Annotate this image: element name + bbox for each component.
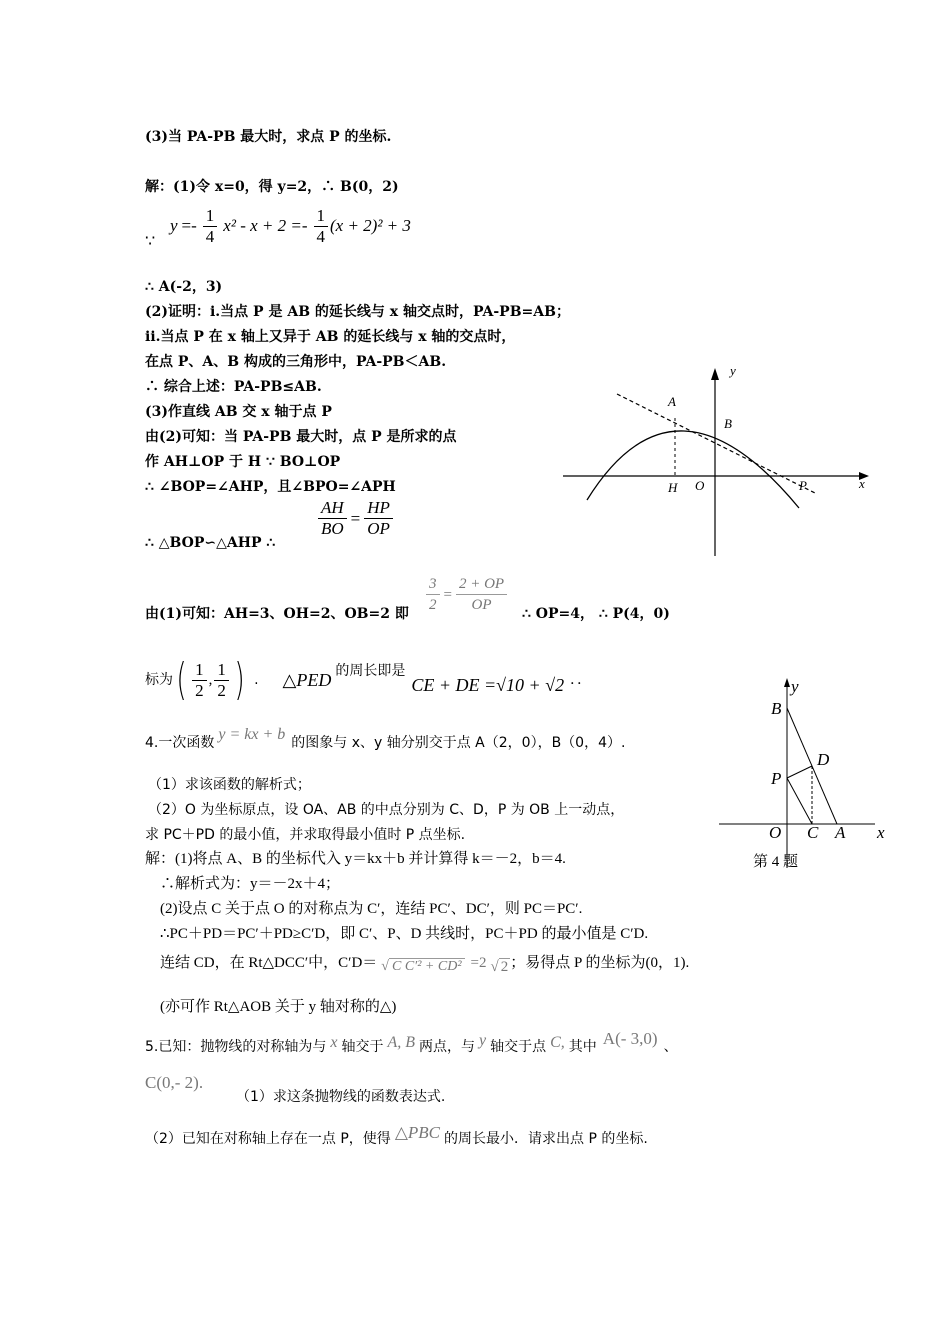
known-values: 由(1)可知：AH=3、OH=2、OB=2 即: [145, 606, 409, 622]
function-expression: y = kx + b: [218, 726, 286, 743]
label-d: D: [817, 750, 830, 769]
sqrt-expression: √ C C′² + CD²: [381, 950, 464, 976]
step3-line-1: (3)作直线 AB 交 x 轴于点 P: [145, 404, 332, 420]
problem5-q2: （2）已知在对称轴上存在一点 P，使得 △PBC 的周长最小．请求出点 P 的坐标.: [145, 1123, 648, 1147]
step3-line-2: 由(2)可知：当 PA-PB 最大时，点 P 是所求的点: [145, 429, 457, 445]
proof-line-4: ∴ 综合上述：PA-PB≤AB.: [145, 379, 322, 395]
problem4-sol-4: ∴PC＋PD＝PC′＋PD≥C′D，即 C′、P、D 共线时，PC＋PD 的最小值是 C′D.: [160, 926, 649, 942]
problem4-sol-2: ∴解析式为：y＝－2x＋4；: [160, 876, 341, 892]
step3-line-4: ∴ ∠BOP=∠AHP，且∠BPO=∠APH: [145, 479, 396, 495]
proof-line-2: ⅱ.当点 P 在 x 轴上又异于 AB 的延长线与 x 轴的交点时，: [145, 329, 516, 345]
label-a: A: [835, 823, 846, 842]
label-c: C: [807, 823, 819, 842]
point-c-coordinates: C(0,- 2).: [145, 1073, 204, 1092]
parabola-figure: [555, 360, 885, 565]
eq-end: (x + 2)² + 3: [330, 216, 411, 235]
label-x: x: [859, 476, 865, 491]
label-o: O: [769, 823, 782, 842]
problem4-sol-5: 连结 CD，在 Rt△DCC′中，C′D＝ √ C C′² + CD² =2 √ 2 ；易得点 P 的坐标为(0，1).: [160, 950, 689, 976]
perimeter-formula: CE + DE =√10 + √2: [411, 675, 565, 695]
perimeter-text: 的周长即是: [335, 663, 406, 679]
label-y: y: [791, 677, 799, 696]
sqrt-two: √ 2: [490, 959, 509, 975]
parabola-equation: [170, 202, 411, 250]
problem4-sol-3: (2)设点 C 关于点 O 的对称点为 C′，连结 PC′、DC′，则 PC＝PC′.: [160, 901, 583, 917]
ratio-equation: $\frac{AH}{BO}$ = $\frac{HP}{OP}$: [316, 498, 395, 539]
y-axis-arrow: [784, 678, 790, 687]
label-x: x: [877, 823, 885, 842]
label-y: y: [730, 363, 736, 378]
label-b: B: [724, 416, 732, 431]
triangle-pbc: △PBC: [394, 1123, 440, 1142]
gray-equation: $\frac{3}{2}$ = $\frac{2 + OP}{OP}$: [424, 574, 509, 615]
similar-triangles: ∴ △BOP∽△AHP ∴: [145, 535, 276, 551]
label-a: A: [668, 394, 676, 409]
problem4-sol-1: 解：(1)将点 A、B 的坐标代入 y＝kx＋b 并计算得 k＝－2，b＝4.: [145, 851, 566, 867]
label-h: H: [668, 480, 678, 495]
problem4-heading: 4.一次函数 y = kx + b 的图象与 x、y 轴分别交于点 A（2，0），B（0，4）.: [145, 726, 626, 751]
problem5-q1: （1）求这条抛物线的函数表达式.: [236, 1089, 446, 1105]
line-ab: [617, 394, 817, 494]
y-axis-arrow: [711, 368, 719, 380]
final-result: ∴ OP=4， ∴ P(4，0): [522, 606, 670, 622]
triangle-figure: [715, 672, 895, 882]
point-a-coordinates: A(- 3,0): [602, 1029, 658, 1048]
step3-line-3: 作 AH⊥OP 于 H ∵ BO⊥OP: [145, 454, 341, 470]
line-pc: [787, 778, 812, 824]
eq-eq1: =-: [181, 216, 197, 235]
solution-step-1: 解：(1)令 x=0，得 y=2，∴ B(0，2): [145, 179, 399, 195]
figure-caption: 第 4 题: [753, 854, 799, 870]
problem4-q2: （2）O 为坐标原点，设 OA、AB 的中点分别为 C、D，P 为 OB 上一动点，: [148, 802, 625, 818]
eq-y: y: [170, 216, 178, 235]
problem5-heading: 5.已知：抛物线的对称轴为与 x 轴交于 A, B 两点，与 y 轴交于点 C, 其中 A(- 3,0) 、: [145, 1029, 678, 1055]
coordinate-line: 标为 ( $\frac{1}{2}$ , $\frac{1}{2}$ ) . △PED 的周长即是 CE + DE =√10 + √2 ．．: [145, 654, 592, 705]
part3-question: (3)当 PA-PB 最大时，求点 P 的坐标.: [145, 129, 392, 145]
because-symbol: ∵: [145, 231, 156, 250]
proof-line-3: 在点 P、A、B 构成的三角形中，PA-PB＜AB.: [145, 354, 447, 370]
problem4-note: (亦可作 Rt△AOB 关于 y 轴对称的△): [160, 999, 397, 1015]
eq-frac1: $\frac{1}{4}$: [203, 206, 218, 247]
proof-line-1: (2)证明：ⅰ.当点 P 是 AB 的延长线与 x 轴交点时，PA-PB=AB；: [145, 304, 570, 320]
label-o: O: [695, 478, 705, 493]
eq-frac2: $\frac{1}{4}$: [314, 206, 329, 247]
problem4-q1: （1）求该函数的解析式；: [148, 777, 311, 793]
label-b: B: [771, 699, 782, 718]
eq-mid: x² - x + 2 =-: [223, 216, 308, 235]
problem4-q3: 求 PC＋PD 的最小值，并求取得最小值时 P 点坐标.: [145, 827, 466, 843]
label-p: P: [799, 478, 807, 493]
coord-prefix: 标为: [145, 672, 173, 688]
line-pd: [787, 766, 812, 778]
label-p: P: [771, 769, 782, 788]
point-a: ∴ A(-2，3): [145, 279, 223, 295]
triangle-ped: △PED: [282, 670, 332, 690]
